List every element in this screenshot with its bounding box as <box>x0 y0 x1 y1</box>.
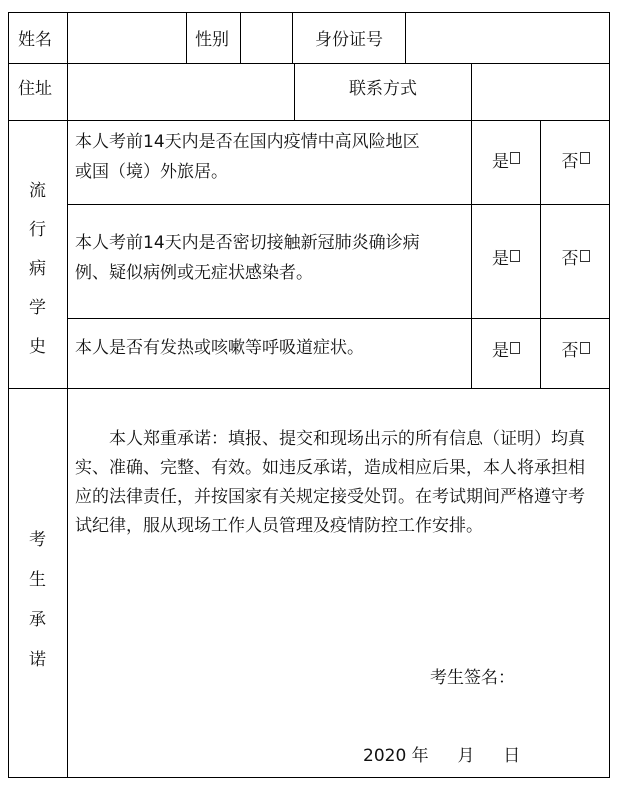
date-month-unit: 月 <box>457 746 475 766</box>
question-3-text <box>75 333 364 363</box>
signature-label: 考生签名： <box>430 668 515 688</box>
label-char: 流 <box>29 181 46 201</box>
id-number-label: 身份证号 <box>315 30 383 50</box>
question-1-yes-option[interactable] <box>472 121 540 197</box>
yes-label: 是 <box>492 151 509 172</box>
label-char: 病 <box>29 259 46 279</box>
label-char: 生 <box>29 570 46 590</box>
epidemiology-history-label <box>8 176 67 371</box>
question-line: 例、疑似病例或无症状感染者。 <box>75 263 313 283</box>
name-field[interactable] <box>68 12 186 63</box>
question-line: 本人是否有发热或咳嗽等呼吸道症状。 <box>75 338 364 358</box>
checkbox-icon[interactable] <box>510 152 520 164</box>
id-number-field[interactable] <box>406 12 610 63</box>
question-2-yes-option[interactable] <box>472 205 540 308</box>
question-3-no-option[interactable] <box>541 319 610 378</box>
question-2-text <box>75 228 420 288</box>
no-label: 否 <box>561 151 579 172</box>
name-label: 姓名 <box>18 30 52 50</box>
date-year: 2020 <box>363 746 407 766</box>
label-char: 史 <box>29 337 46 357</box>
date-line <box>363 741 520 766</box>
row-divider <box>8 388 610 389</box>
address-field[interactable] <box>68 64 294 120</box>
yes-label: 是 <box>492 341 509 361</box>
date-day-unit: 日 <box>503 746 521 766</box>
checkbox-icon[interactable] <box>580 152 590 164</box>
address-label: 住址 <box>18 79 52 99</box>
gender-field[interactable] <box>241 12 292 63</box>
pledge-text: 本人郑重承诺：填报、提交和现场出示的所有信息（证明）均真实、准确、完整、有效。如违反承诺，造成相应后果，本人将承担相应的法律责任，并按国家有关规定接受处罚。在考试期间严格遵守考试纪律，服从现场工作人员管理及疫情防控工作安排。 <box>75 429 585 536</box>
contact-label: 联系方式 <box>349 79 417 99</box>
signature-field[interactable] <box>520 660 600 686</box>
yes-label: 是 <box>492 249 509 269</box>
question-line: 本人考前14天内是否在国内疫情中高风险地区 <box>75 132 420 152</box>
label-char: 考 <box>29 530 46 550</box>
question-line: 本人考前14天内是否密切接触新冠肺炎确诊病 <box>75 233 420 253</box>
checkbox-icon[interactable] <box>510 250 520 262</box>
label-char: 学 <box>29 298 46 318</box>
question-line: 或国（境）外旅居。 <box>75 162 228 182</box>
date-year-unit: 年 <box>411 746 429 766</box>
checkbox-icon[interactable] <box>510 342 520 354</box>
question-3-yes-option[interactable] <box>472 319 540 378</box>
no-label: 否 <box>561 341 579 361</box>
label-char: 诺 <box>29 650 46 670</box>
label-char: 行 <box>29 220 46 240</box>
contact-field[interactable] <box>472 64 610 120</box>
candidate-pledge-label <box>8 525 67 685</box>
question-2-no-option[interactable] <box>541 205 610 308</box>
col-divider <box>67 12 68 778</box>
checkbox-icon[interactable] <box>580 250 590 262</box>
no-label: 否 <box>561 249 579 269</box>
label-char: 承 <box>29 610 46 630</box>
question-1-no-option[interactable] <box>541 121 610 197</box>
checkbox-icon[interactable] <box>580 342 590 354</box>
question-1-text <box>75 127 420 187</box>
gender-label: 性别 <box>195 30 229 50</box>
